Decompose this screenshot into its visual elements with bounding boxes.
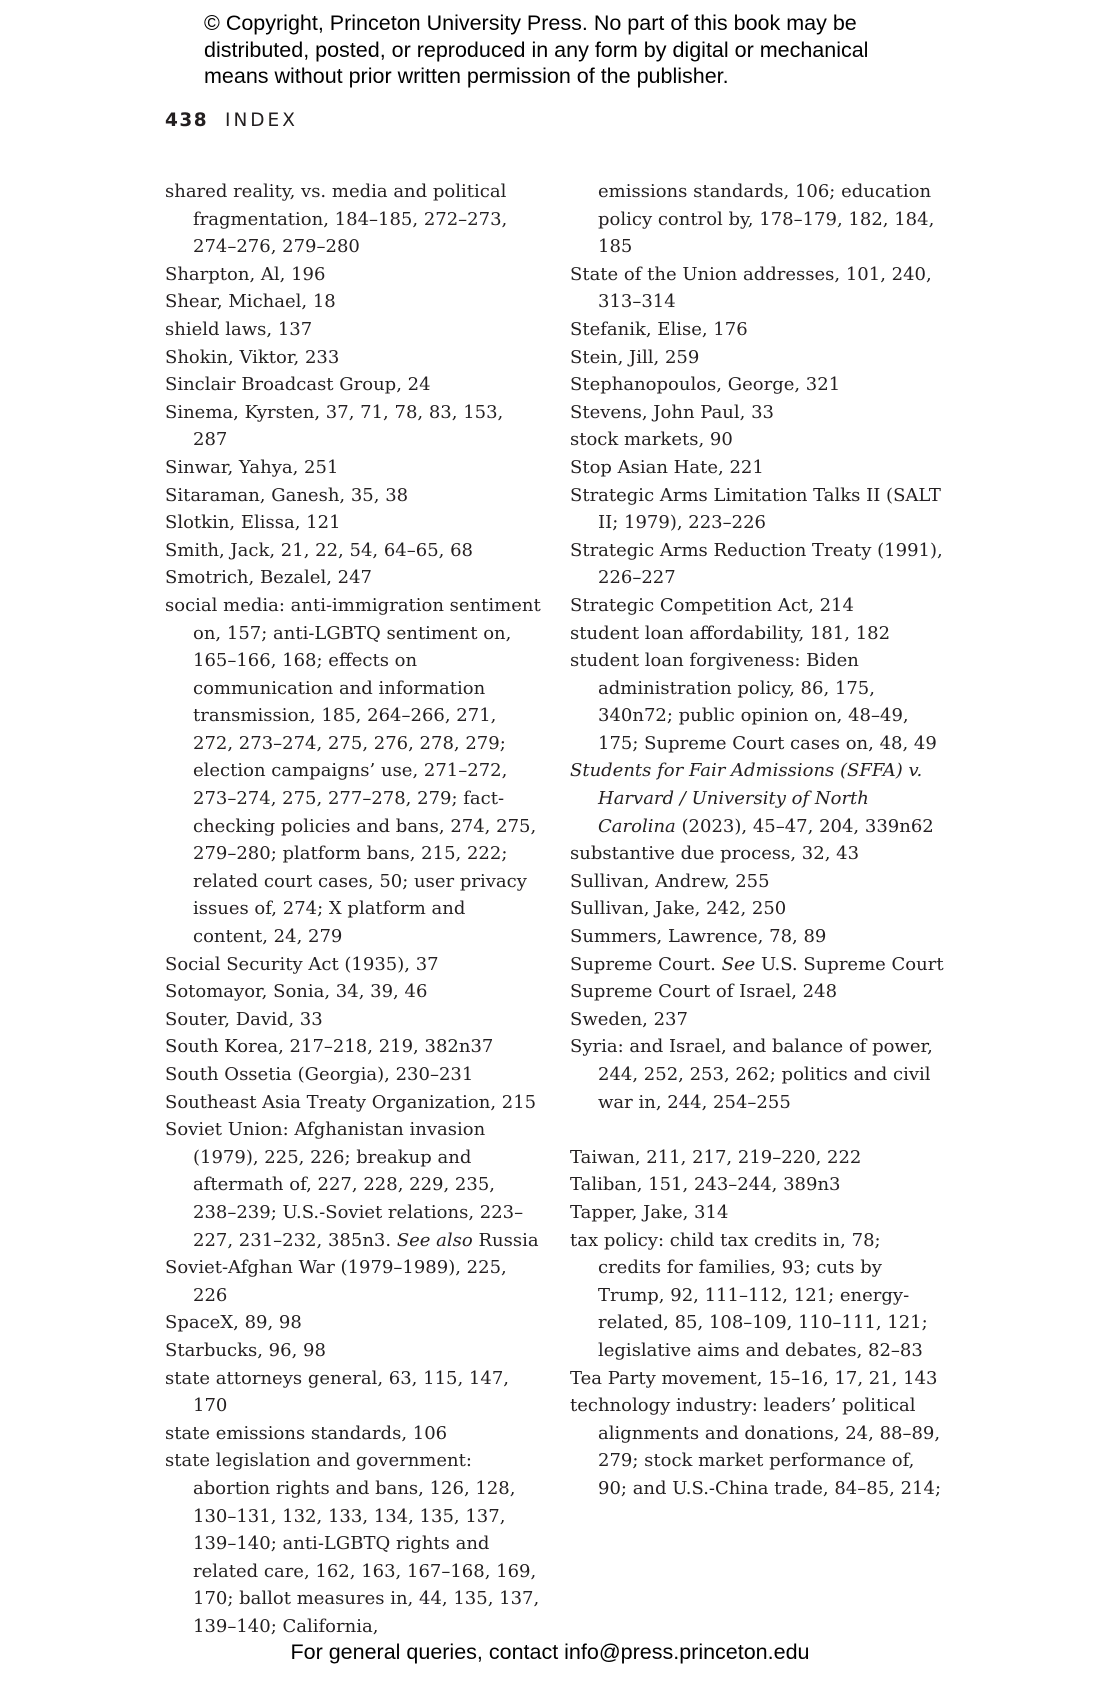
see-target: U.S. Supreme Court (755, 953, 944, 975)
index-entry: Sullivan, Jake, 242, 250 (570, 898, 787, 920)
index-entry: Smotrich, Bezalel, 247 (165, 567, 373, 589)
index-entry: Shear, Michael, 18 (165, 291, 336, 313)
index-entry: Shokin, Viktor, 233 (165, 346, 340, 368)
index-entry: Southeast Asia Treaty Organization, 215 (165, 1091, 537, 1113)
see-label: See (721, 953, 756, 975)
index-entry: state legislation and government: abortion rights and bans, 126, 128, 130–131, 132, 133, 134, 135, 137, 139–140; anti-LGBTQ rights and related care, 162, 163, 167–168, 169, 170; ballot measures in, 44, 135, 137, 139–140; California, (165, 1450, 540, 1637)
index-entry: Slotkin, Elissa, 121 (165, 512, 341, 534)
letter-section-gap (570, 1116, 946, 1144)
index-entry: Stop Asian Hate, 221 (570, 456, 764, 478)
index-entry: Syria: and Israel, and balance of power, 244, 252, 253, 262; politics and civil war in, 244, 254–255 (570, 1036, 933, 1113)
index-entry: State of the Union addresses, 101, 240, 313–314 (570, 263, 932, 313)
index-entry: Sotomayor, Sonia, 34, 39, 46 (165, 981, 428, 1003)
see-also-label: See also (396, 1229, 473, 1251)
index-entry: tax policy: child tax credits in, 78; credits for families, 93; cuts by Trump, 92, 111–112, 121; energy-related, 85, 108–109, 110–111, 121; legislative aims and debates, 82–83 (570, 1229, 928, 1361)
index-entry: social media: anti-immigration sentiment on, 157; anti-LGBTQ sentiment on, 165–166, 168; effects on communication and information transmission, 185, 264–266, 271, 272, 273–274, 275, 276, 278, 279; election campaigns’ use, 271–272, 273–274, 275, 277–278, 279; fact-checking policies and bans, 274, 275, 279–280; platform bans, 215, 222; related court cases, 50; user privacy issues of, 274; X platform and content, 24, 279 (165, 594, 541, 948)
index-entry: technology industry: leaders’ political alignments and donations, 24, 88–89, 279; stock market performance of, 90; and U.S.-China trade, 84–85, 214; (570, 1395, 942, 1499)
index-entry-soviet-union (165, 1116, 541, 1254)
index-entry: Starbucks, 96, 98 (165, 1339, 326, 1361)
index-entry: Summers, Lawrence, 78, 89 (570, 926, 827, 948)
index-entry: Stephanopoulos, George, 321 (570, 374, 841, 396)
index-column-right (570, 178, 946, 1503)
index-entry: Strategic Arms Limitation Talks II (SALT II; 1979), 223–226 (570, 484, 941, 534)
footer-contact: For general queries, contact info@press.princeton.edu (290, 1640, 810, 1664)
index-entry: Social Security Act (1935), 37 (165, 953, 439, 975)
index-entry: Supreme Court of Israel, 248 (570, 981, 838, 1003)
index-entry: Sinwar, Yahya, 251 (165, 456, 339, 478)
index-entry: Sweden, 237 (570, 1008, 688, 1030)
copyright-notice: © Copyright, Princeton University Press. No part of this book may be distributed, posted, or reproduced in any form by digital or mechanical means without prior written permission of the publisher. (204, 11, 869, 88)
index-entry: Strategic Arms Reduction Treaty (1991), 226–227 (570, 539, 943, 589)
index-entry: Sitaraman, Ganesh, 35, 38 (165, 484, 409, 506)
index-entry-continued: emissions standards, 106; education policy control by, 178–179, 182, 184, 185 (598, 181, 935, 258)
index-entry: SpaceX, 89, 98 (165, 1312, 302, 1334)
page-title: INDEX (225, 110, 298, 131)
index-entry: Sinclair Broadcast Group, 24 (165, 374, 431, 396)
index-entry: Stefanik, Elise, 176 (570, 318, 748, 340)
index-entry: state attorneys general, 63, 115, 147, 170 (165, 1367, 510, 1417)
index-entry: Sharpton, Al, 196 (165, 263, 326, 285)
index-entry: Tapper, Jake, 314 (570, 1201, 729, 1223)
index-entry: Soviet-Afghan War (1979–1989), 225, 226 (165, 1257, 507, 1306)
index-entry-supreme-court (570, 951, 946, 979)
index-entry: shared reality, vs. media and political fragmentation, 184–185, 272–273, 274–276, 279–280 (165, 181, 508, 258)
running-head (165, 110, 298, 131)
index-entry: Stein, Jill, 259 (570, 346, 700, 368)
page-number: 438 (165, 110, 209, 131)
index-entry-sffa (570, 757, 946, 840)
index-entry: Strategic Competition Act, 214 (570, 594, 854, 616)
index-entry: student loan affordability, 181, 182 (570, 622, 891, 644)
index-entry: Sinema, Kyrsten, 37, 71, 78, 83, 153, 287 (165, 401, 504, 451)
index-entry: Tea Party movement, 15–16, 17, 21, 143 (570, 1367, 938, 1389)
index-entry: Smith, Jack, 21, 22, 54, 64–65, 68 (165, 539, 474, 561)
index-entry: Taiwan, 211, 217, 219–220, 222 (570, 1146, 862, 1168)
see-also-target: Russia (478, 1229, 539, 1251)
index-entry: Stevens, John Paul, 33 (570, 401, 775, 423)
index-column-left (165, 178, 541, 1640)
entry-text: Supreme Court. (570, 953, 722, 975)
index-entry: state emissions standards, 106 (165, 1422, 448, 1444)
index-entry: stock markets, 90 (570, 429, 733, 451)
case-title: Students for Fair Admissions (SFFA) v. Harvard / University of North Carolina (570, 760, 923, 837)
index-entry: shield laws, 137 (165, 318, 313, 340)
index-entry: South Ossetia (Georgia), 230–231 (165, 1064, 474, 1085)
case-pages: (2023), 45–47, 204, 339n62 (675, 815, 934, 837)
index-entry: student loan forgiveness: Biden administration policy, 86, 175, 340n72; public opinion on, 48–49, 175; Supreme Court cases on, 48, 49 (570, 650, 937, 754)
index-entry: Sullivan, Andrew, 255 (570, 870, 770, 892)
index-entry: Souter, David, 33 (165, 1008, 323, 1030)
index-entry: South Korea, 217–218, 219, 382n37 (165, 1036, 494, 1058)
entry-text: Soviet Union: Afghanistan invasion (1979), 225, 226; breakup and aftermath of, 227, 228, 229, 235, 238–239; U.S.-Soviet relations, 223–227, 231–232, 385n3. (165, 1119, 524, 1251)
index-entry: substantive due process, 32, 43 (570, 843, 860, 865)
index-entry: Taliban, 151, 243–244, 389n3 (570, 1174, 841, 1196)
